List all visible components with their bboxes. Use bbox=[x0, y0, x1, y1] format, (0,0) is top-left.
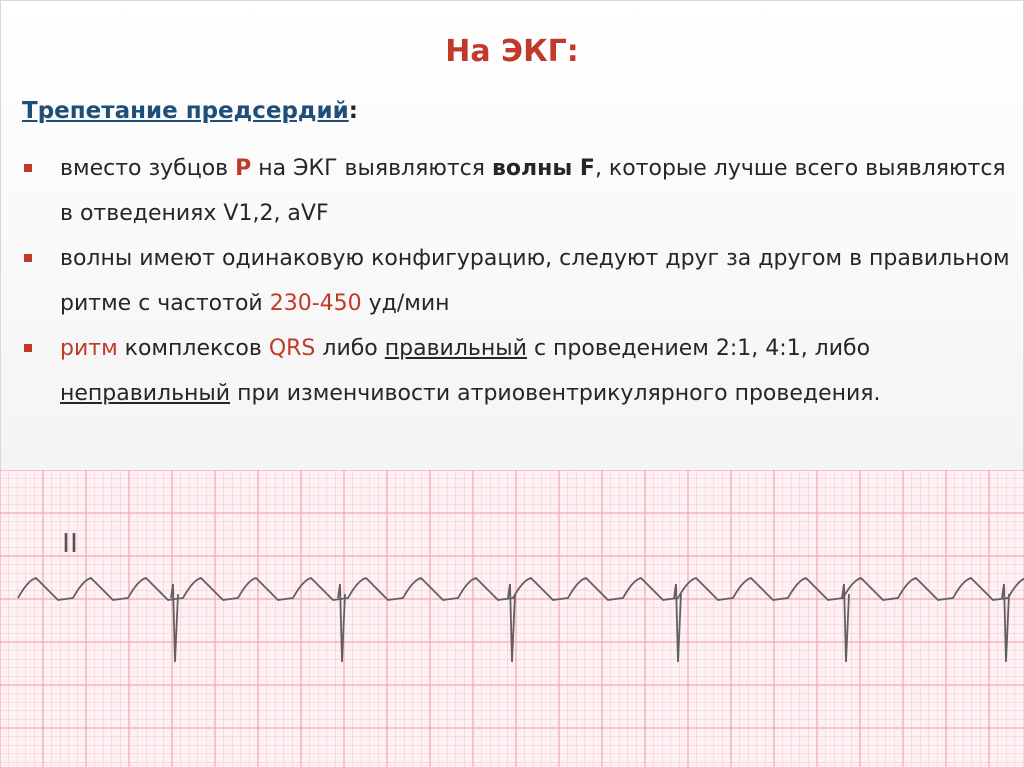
regular-term: правильный bbox=[384, 336, 527, 361]
bullet-item bbox=[22, 236, 1012, 326]
bullet-text: либо bbox=[315, 336, 385, 361]
bullet-text: , которые лучше всего выявляются в отведениях V1,2, aVF bbox=[60, 156, 1006, 226]
rate-value: 230-450 bbox=[269, 291, 362, 316]
bullet-item bbox=[22, 326, 1012, 416]
bullet-item bbox=[22, 146, 1012, 236]
ecg-paper bbox=[0, 470, 1024, 767]
lead-label: II bbox=[62, 527, 78, 558]
irregular-term: неправильный bbox=[60, 381, 231, 406]
bullet-text: волны имеют одинаковую конфигурацию, следуют друг за другом в правильном ритме с частотой bbox=[60, 246, 1010, 316]
bullet-text: на ЭКГ выявляются bbox=[251, 156, 492, 181]
section-heading bbox=[22, 98, 358, 124]
qrs-term: QRS bbox=[268, 336, 316, 361]
bullet-text: при изменчивости атриовентрикулярного проведения. bbox=[230, 381, 881, 406]
bullet-text: с проведением 2:1, 4:1, либо bbox=[526, 336, 871, 361]
section-heading-text: Трепетание предсердий bbox=[22, 98, 349, 124]
bullet-text: уд/мин bbox=[361, 291, 450, 316]
square-bullet-icon bbox=[24, 344, 32, 352]
bullet-list bbox=[22, 146, 1012, 416]
ecg-strip-image bbox=[0, 470, 1024, 767]
bullet-text: вместо зубцов bbox=[60, 156, 236, 181]
slide-title: На ЭКГ: bbox=[445, 34, 579, 69]
square-bullet-icon bbox=[24, 164, 32, 172]
bullet-text: комплексов bbox=[117, 336, 269, 361]
p-wave-term: P bbox=[235, 156, 252, 181]
square-bullet-icon bbox=[24, 254, 32, 262]
section-heading-colon: : bbox=[348, 98, 358, 124]
rhythm-term: ритм bbox=[60, 336, 118, 361]
f-waves-term: волны F bbox=[492, 156, 595, 181]
